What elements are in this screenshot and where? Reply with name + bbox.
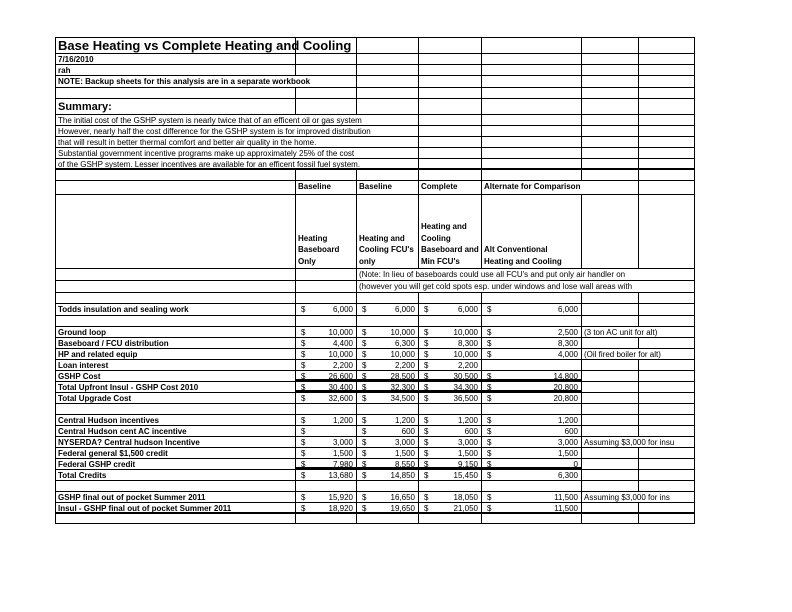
currency-symbol: $	[424, 471, 429, 480]
currency-symbol: $	[424, 394, 429, 403]
currency-symbol: $	[424, 372, 429, 381]
amount-value: 4,400	[332, 339, 353, 348]
note-row	[55, 75, 695, 87]
table-row	[55, 326, 695, 337]
table-row	[55, 414, 695, 425]
amount-value: 1,200	[332, 416, 353, 425]
col-desc-2: Heating and Cooling FCU's only	[359, 233, 414, 266]
currency-symbol: $	[301, 305, 306, 314]
amount-value: 1,500	[394, 449, 415, 458]
currency-symbol: $	[301, 372, 306, 381]
currency-symbol: $	[487, 305, 492, 314]
amount-value: 14,850	[390, 471, 415, 480]
currency-symbol: $	[301, 427, 306, 436]
currency-symbol: $	[301, 394, 306, 403]
cost-table	[55, 303, 695, 513]
currency-symbol: $	[424, 416, 429, 425]
currency-symbol: $	[301, 449, 306, 458]
currency-symbol: $	[362, 438, 367, 447]
currency-symbol: $	[301, 493, 306, 502]
amount-value: 10,000	[390, 328, 415, 337]
currency-symbol: $	[362, 328, 367, 337]
table-row	[55, 348, 695, 359]
summary-heading: Summary:	[55, 99, 295, 114]
amount-value: 19,650	[390, 504, 415, 513]
row-label: Ground loop	[55, 327, 295, 337]
currency-symbol: $	[362, 471, 367, 480]
summary-lines	[55, 114, 695, 169]
currency-symbol: $	[362, 372, 367, 381]
amount-value: 20,800	[553, 383, 578, 392]
amount-value: 36,500	[453, 394, 478, 403]
currency-symbol: $	[487, 328, 492, 337]
amount-value: 26,600	[328, 372, 353, 381]
amount-value: 6,000	[394, 305, 415, 314]
amount-value: 1,500	[557, 449, 578, 458]
comment-text: Assuming $3,000 for insu	[584, 438, 675, 447]
amount-value: 2,200	[457, 361, 478, 370]
summary-line-row	[55, 125, 695, 136]
currency-symbol: $	[362, 427, 367, 436]
amount-value: 10,000	[328, 350, 353, 359]
currency-symbol: $	[424, 438, 429, 447]
summary-line: The initial cost of the GSHP system is nearly twice that of an efficent oil or gas system	[55, 115, 295, 125]
amount-value: 600	[564, 427, 578, 436]
row-label: Loan interest	[55, 360, 295, 370]
spacer-row	[55, 403, 695, 414]
currency-symbol: $	[301, 504, 306, 513]
amount-value: 4,000	[557, 350, 578, 359]
row-label: Federal GSHP credit	[55, 459, 295, 469]
amount-value: 1,200	[557, 416, 578, 425]
currency-symbol: $	[362, 449, 367, 458]
summary-line: that will result in better thermal comfort and better air quality in the home.	[55, 137, 295, 147]
currency-symbol: $	[301, 328, 306, 337]
date-cell: 7/16/2010	[55, 54, 295, 64]
currency-symbol: $	[301, 416, 306, 425]
col-header-complete: Complete	[418, 181, 481, 194]
amount-value: 30,400	[328, 383, 353, 392]
currency-symbol: $	[487, 504, 492, 513]
currency-symbol: $	[362, 361, 367, 370]
currency-symbol: $	[301, 460, 306, 469]
currency-symbol: $	[301, 471, 306, 480]
design-note-1: (Note: In lieu of baseboards could use all FCU's and put only air handler on	[356, 269, 695, 280]
row-label: Central Hudson cent AC incentive	[55, 426, 295, 436]
summary-line: Substantial government incentive programs make up approximately 25% of the cost	[55, 148, 295, 158]
currency-symbol: $	[362, 339, 367, 348]
amount-value: 2,200	[394, 361, 415, 370]
author-row	[55, 64, 695, 75]
column-desc-row	[55, 194, 695, 268]
amount-value: 8,300	[457, 339, 478, 348]
amount-value: 10,000	[328, 328, 353, 337]
table-row	[55, 381, 695, 392]
amount-value: 8,300	[557, 339, 578, 348]
row-label: Federal general $1,500 credit	[55, 448, 295, 458]
summary-line-row	[55, 114, 695, 125]
amount-value: 13,680	[328, 471, 353, 480]
amount-value: 6,300	[394, 339, 415, 348]
table-row	[55, 359, 695, 370]
comment-text: Assuming $3,000 for ins	[584, 493, 670, 502]
row-label: HP and related equip	[55, 349, 295, 359]
row-label: Central Hudson incentives	[55, 415, 295, 425]
spacer-row	[55, 315, 695, 326]
summary-line: However, nearly half the cost difference for the GSHP system is for improved distribution	[55, 126, 295, 136]
summary-line: of the GSHP system. Lesser incentives are available for an efficent fossil fuel system.	[55, 159, 295, 168]
col-desc-4: Alt Conventional Heating and Cooling	[484, 245, 562, 266]
amount-value: 10,000	[453, 350, 478, 359]
table-row	[55, 491, 695, 502]
amount-value: 30,500	[453, 372, 478, 381]
amount-value: 3,000	[557, 438, 578, 447]
table-row	[55, 447, 695, 458]
currency-symbol: $	[362, 350, 367, 359]
row-label: Total Upgrade Cost	[55, 393, 295, 403]
currency-symbol: $	[362, 416, 367, 425]
date-row	[55, 53, 695, 64]
amount-value: 6,000	[332, 305, 353, 314]
currency-symbol: $	[362, 305, 367, 314]
currency-symbol: $	[424, 504, 429, 513]
amount-value: 9,150	[457, 460, 478, 469]
col-desc-1: Heating Baseboard Only	[298, 233, 340, 266]
currency-symbol: $	[424, 427, 429, 436]
amount-value: 1,200	[394, 416, 415, 425]
row-label: Insul - GSHP final out of pocket Summer 2011	[55, 503, 295, 512]
currency-symbol: $	[424, 361, 429, 370]
currency-symbol: $	[487, 372, 492, 381]
currency-symbol: $	[362, 504, 367, 513]
column-header-row	[55, 180, 695, 194]
summary-line-row	[55, 158, 695, 169]
currency-symbol: $	[487, 438, 492, 447]
amount-value: 34,300	[453, 383, 478, 392]
currency-symbol: $	[362, 493, 367, 502]
amount-value: 28,500	[390, 372, 415, 381]
currency-symbol: $	[487, 493, 492, 502]
table-row	[55, 458, 695, 469]
amount-value: 10,000	[453, 328, 478, 337]
summary-heading-row	[55, 98, 695, 114]
amount-value: 21,050	[453, 504, 478, 513]
amount-value: 15,920	[328, 493, 353, 502]
amount-value: 1,200	[457, 416, 478, 425]
amount-value: 1,500	[332, 449, 353, 458]
table-row	[55, 370, 695, 381]
col-header-baseline-2: Baseline	[356, 181, 418, 194]
amount-value: 8,550	[394, 460, 415, 469]
amount-value: 18,920	[328, 504, 353, 513]
amount-value: 32,300	[390, 383, 415, 392]
amount-value: 10,000	[390, 350, 415, 359]
row-label: Total Credits	[55, 470, 295, 480]
table-row	[55, 337, 695, 348]
workbook-note: NOTE: Backup sheets for this analysis are in a separate workbook	[55, 76, 295, 87]
design-note-2: (however you will get cold spots esp. under windows and lose wall areas with	[356, 281, 695, 292]
author-cell: rah	[55, 65, 295, 75]
table-row	[55, 502, 695, 513]
amount-value: 6,000	[457, 305, 478, 314]
row-label: Baseboard / FCU distribution	[55, 338, 295, 348]
row-label: NYSERDA? Central hudson Incentive	[55, 437, 295, 447]
table-row	[55, 425, 695, 436]
currency-symbol: $	[487, 339, 492, 348]
currency-symbol: $	[487, 460, 492, 469]
amount-value: 32,600	[328, 394, 353, 403]
amount-value: 18,050	[453, 493, 478, 502]
spreadsheet	[55, 37, 695, 524]
amount-value: 0	[573, 460, 578, 469]
currency-symbol: $	[424, 449, 429, 458]
currency-symbol: $	[424, 493, 429, 502]
amount-value: 14,800	[553, 372, 578, 381]
amount-value: 34,500	[390, 394, 415, 403]
currency-symbol: $	[487, 350, 492, 359]
currency-symbol: $	[362, 383, 367, 392]
currency-symbol: $	[301, 383, 306, 392]
amount-value: 3,000	[394, 438, 415, 447]
amount-value: 6,300	[557, 471, 578, 480]
amount-value: 6,000	[557, 305, 578, 314]
currency-symbol: $	[487, 383, 492, 392]
currency-symbol: $	[487, 449, 492, 458]
amount-value: 7,980	[332, 460, 353, 469]
table-row	[55, 303, 695, 315]
currency-symbol: $	[424, 383, 429, 392]
currency-symbol: $	[487, 427, 492, 436]
col-header-baseline-1: Baseline	[295, 181, 356, 194]
sheet-title: Base Heating vs Complete Heating and Cooling	[55, 38, 295, 53]
col-header-alternate: Alternate for Comparison	[481, 181, 581, 194]
amount-value: 2,200	[332, 361, 353, 370]
currency-symbol: $	[487, 416, 492, 425]
amount-value: 3,000	[457, 438, 478, 447]
note-row-2	[55, 280, 695, 292]
summary-line-row	[55, 136, 695, 147]
amount-value: 3,000	[332, 438, 353, 447]
table-row	[55, 392, 695, 403]
comment-text: (Oil fired boiler for alt)	[584, 350, 661, 359]
currency-symbol: $	[301, 350, 306, 359]
row-label: GSHP final out of pocket Summer 2011	[55, 492, 295, 502]
amount-value: 600	[464, 427, 478, 436]
row-label: GSHP Cost	[55, 371, 295, 381]
amount-value: 1,500	[457, 449, 478, 458]
currency-symbol: $	[362, 460, 367, 469]
currency-symbol: $	[424, 328, 429, 337]
amount-value: 15,450	[453, 471, 478, 480]
table-row	[55, 469, 695, 480]
spacer-row	[55, 480, 695, 491]
col-desc-3: Heating and Cooling Baseboard and Min FCU's	[421, 222, 479, 266]
currency-symbol: $	[424, 350, 429, 359]
currency-symbol: $	[301, 339, 306, 348]
row-label: Total Upfront Insul - GSHP Cost 2010	[55, 382, 295, 392]
currency-symbol: $	[301, 361, 306, 370]
amount-value: 11,500	[554, 493, 578, 502]
amount-value: 600	[401, 427, 415, 436]
amount-value: 16,650	[390, 493, 415, 502]
amount-value: 20,800	[553, 394, 578, 403]
currency-symbol: $	[362, 394, 367, 403]
title-row	[55, 37, 695, 53]
currency-symbol: $	[487, 394, 492, 403]
currency-symbol: $	[487, 471, 492, 480]
amount-value: 2,500	[557, 328, 578, 337]
currency-symbol: $	[424, 305, 429, 314]
note-row-1	[55, 268, 695, 280]
currency-symbol: $	[301, 438, 306, 447]
currency-symbol: $	[424, 460, 429, 469]
amount-value: 11,500	[554, 504, 578, 513]
row-label: Todds insulation and sealing work	[55, 304, 295, 315]
comment-text: (3 ton AC unit for alt)	[584, 328, 658, 337]
summary-line-row	[55, 147, 695, 158]
currency-symbol: $	[424, 339, 429, 348]
table-row	[55, 436, 695, 447]
